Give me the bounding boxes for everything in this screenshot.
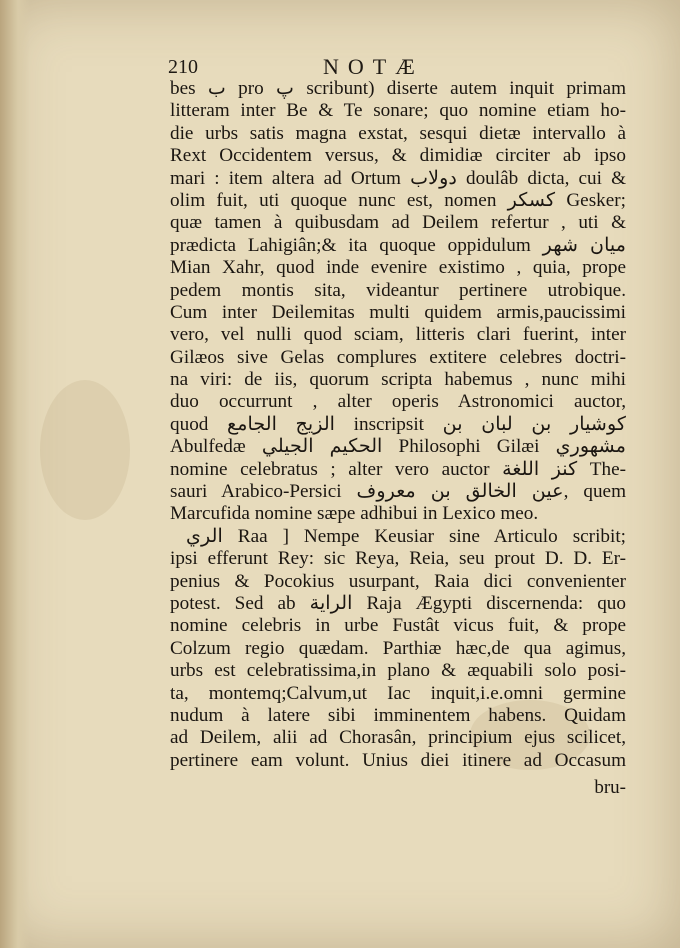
text-line: die urbs satis magna exstat, sesqui dietæ intervallo à	[170, 122, 626, 144]
text-line: urbs est celebratissima,in plano & æquabili solo posi-	[170, 660, 626, 682]
page-number: 210	[168, 56, 198, 78]
text-line: Marcufida nomine sæpe adhibui in Lexico meo.	[170, 503, 539, 525]
text-line: quod الزيج الجامع inscripsit كوشيار بن لبان بن	[170, 413, 626, 435]
text-line: ta, montemq;Calvum,ut Iac inquit,i.e.omni germine	[170, 682, 626, 704]
text-line: ad Deilem, alii ad Chorasân, principium ejus scilicet,	[170, 727, 626, 749]
text-line: pedem montis sita, videantur pertinere utrobique.	[170, 279, 626, 301]
paper-stain	[40, 380, 130, 520]
text-line: olim fuit, uti quoque nunc est, nomen كسكر Gesker;	[170, 189, 626, 211]
text-line: quæ tamen à quibusdam ad Deilem refertur , uti &	[170, 212, 626, 234]
text-line: Colzum regio quædam. Parthiæ hæc,de qua agimus,	[170, 637, 626, 659]
text-line: duo occurrunt , alter operis Astronomici auctor,	[170, 391, 626, 413]
text-line: Cum inter Deilemitas multi quidem armis,paucissimi	[170, 301, 626, 323]
text-line: nomine celebratus ; alter vero auctor كنز اللغة The-	[170, 458, 626, 480]
text-line: ipsi efferunt Rey: sic Reya, Reia, seu prout D. D. Er-	[170, 548, 626, 570]
text-line: penius & Pocokius usurpant, Raia dici convenienter	[170, 570, 626, 592]
text-line: potest. Sed ab الراية Raja Ægypti discernenda: quo	[170, 592, 626, 614]
text-line: sauri Arabico-Persici عين الخالق بن معروف, quem	[170, 481, 626, 503]
text-line: Mian Xahr, quod inde evenire existimo , quia, prope	[170, 257, 626, 279]
text-line: Gilæos sive Gelas complures extitere celebres doctri-	[170, 346, 626, 368]
page-title: NOTÆ	[323, 54, 424, 79]
text-line: nudum à latere sibi imminentem habens. Quidam	[170, 704, 626, 726]
body-text	[170, 78, 626, 772]
text-line: bes ب pro پ scribunt) diserte autem inquit primam	[170, 78, 626, 99]
text-line: mari : item altera ad Ortum دولاب doulâb dicta, cui &	[170, 167, 626, 189]
text-line: الري Raa ] Nempe Keusiar sine Articulo scribit;	[186, 525, 626, 547]
text-line: prædicta Lahigiân;& ita quoque oppidulum ميان شهر	[170, 234, 626, 256]
page-gutter	[0, 0, 30, 948]
text-line: Rext Occidentem versus, & dimidiæ circiter ab ipso	[170, 145, 626, 167]
text-line: litteram inter Be & Te sonare; quo nomine etiam ho-	[170, 100, 626, 122]
catchword: bru-	[594, 777, 626, 798]
text-line: nomine celebris in urbe Fustât vicus fuit, & prope	[170, 615, 626, 637]
text-line: na viri: de iis, quorum scripta habemus , nunc mihi	[170, 369, 626, 391]
text-line: vero, vel nulli quod sciam, litteris clari fuerint, inter	[170, 324, 626, 346]
text-line: Abulfedæ الحكيم الجيلي Philosophi Gilæi مشهوري	[170, 436, 626, 458]
text-line: pertinere eam volunt. Unius diei itinere ad Occasum	[170, 749, 626, 771]
running-head	[168, 54, 628, 80]
